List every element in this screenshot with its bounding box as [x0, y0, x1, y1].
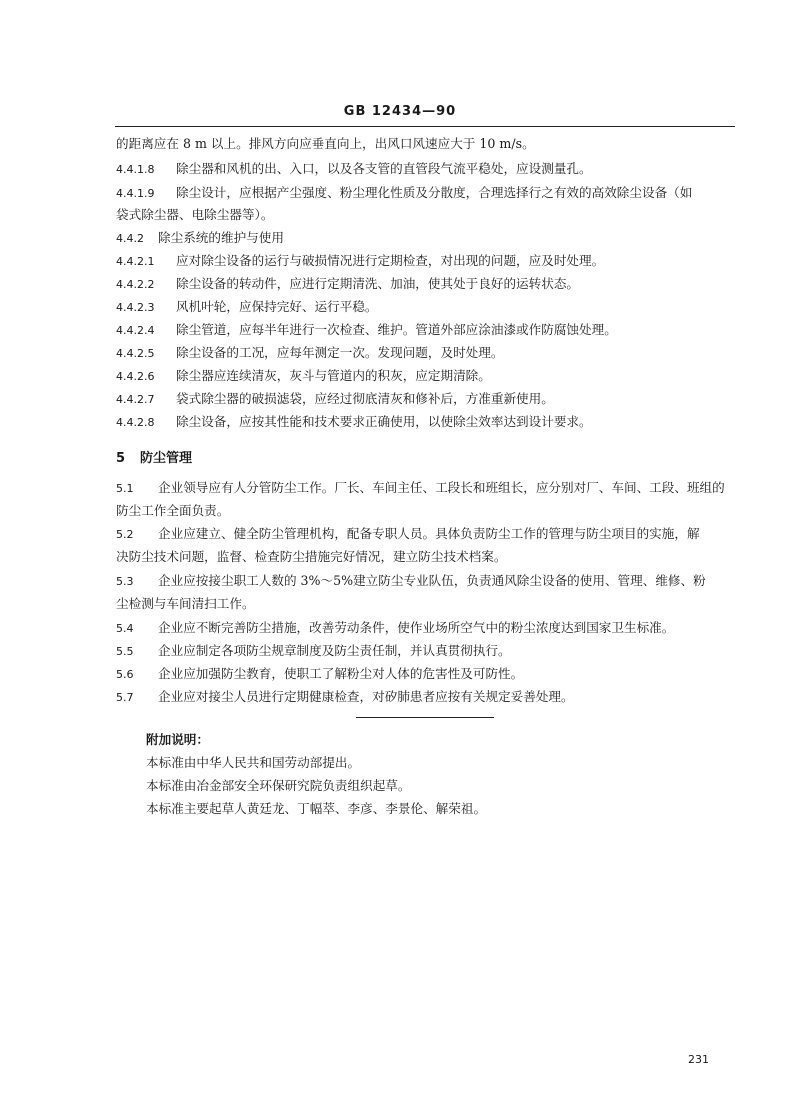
clause-5-1-cont — [116, 503, 229, 519]
clause-4-4-2-8 — [116, 414, 592, 431]
clause-number: 4.4.2.6 — [116, 370, 155, 383]
section-title-text: 防尘管理 — [140, 451, 193, 466]
clause-number: 5.7 — [116, 691, 134, 704]
clause-text: 除尘管道，应每半年进行一次检查、维护。管道外部应涂油漆或作防腐蚀处理。 — [176, 322, 617, 337]
section-number: 5 — [116, 451, 126, 466]
clause-5-2-cont — [116, 549, 506, 565]
clause-4-4-2-2 — [116, 276, 579, 293]
section-divider — [356, 717, 494, 718]
standard-code-header: GB 12434—90 — [343, 104, 457, 119]
clause-number: 4.4.2.5 — [116, 347, 155, 360]
clause-text: 除尘器应连续清灰，灰斗与管道内的积灰，应定期清除。 — [176, 368, 491, 383]
clause-number: 4.4.2.4 — [116, 324, 155, 337]
clause-4-4-2-5 — [116, 345, 503, 362]
clause-text: 除尘设备的工况，应每年测定一次。发现问题，及时处理。 — [176, 345, 504, 360]
clause-5-1 — [116, 480, 725, 497]
clause-number: 4.4.2.8 — [116, 416, 155, 429]
notes-line: 本标准由冶金部安全环保研究院负责组织起草。 — [146, 778, 411, 793]
clause-5-5 — [116, 643, 511, 660]
line-text: 的距离应在 8 m 以上。排风方向应垂直向上，出风口风速应大于 10 m/s。 — [116, 136, 535, 151]
clause-5-6 — [116, 666, 523, 683]
clause-text: 企业应对接尘人员进行定期健康检查，对矽肺患者应按有关规定妥善处理。 — [158, 689, 574, 704]
paragraph-line — [116, 207, 273, 223]
clause-4-4-1-9 — [116, 185, 692, 202]
clause-number: 5.6 — [116, 668, 134, 681]
section-5-title — [116, 447, 192, 466]
clause-number: 4.4.1.8 — [116, 163, 155, 176]
clause-5-4 — [116, 620, 674, 637]
clause-text: 企业应制定各项防尘规章制度及防尘责任制，并认真贯彻执行。 — [158, 643, 511, 658]
clause-text: 尘检测与车间清扫工作。 — [116, 596, 255, 611]
clause-5-3-cont — [116, 596, 255, 612]
notes-line: 本标准由中华人民共和国劳动部提出。 — [146, 755, 361, 770]
clause-text: 企业应按接尘职工人数的 3%～5%建立防尘专业队伍，负责通风除尘设备的使用、管理、维修、粉 — [158, 573, 706, 588]
clause-5-2 — [116, 526, 700, 543]
clause-text: 除尘设备的转动件，应进行定期清洗、加油，使其处于良好的运转状态。 — [176, 276, 579, 291]
clause-text: 袋式除尘器的破损滤袋，应经过彻底清灰和修补后，方准重新使用。 — [176, 391, 554, 406]
clause-text: 除尘系统的维护与使用 — [158, 230, 284, 245]
clause-text: 风机叶轮，应保持完好、运行平稳。 — [176, 299, 378, 314]
notes-title: 附加说明： — [146, 732, 209, 747]
clause-text: 企业应建立、健全防尘管理机构，配备专职人员。具体负责防尘工作的管理与防尘项目的实施，解 — [158, 526, 700, 541]
clause-4-4-2-7 — [116, 391, 554, 408]
clause-text: 决防尘技术问题，监督、检查防尘措施完好情况，建立防尘技术档案。 — [116, 549, 507, 564]
clause-5-3 — [116, 573, 706, 590]
clause-text: 企业应加强防尘教育，使职工了解粉尘对人体的危害性及可防性。 — [158, 666, 524, 681]
clause-4-4-2-4 — [116, 322, 617, 339]
clause-number: 4.4.2.1 — [116, 255, 155, 268]
clause-4-4-2-3 — [116, 299, 378, 316]
clause-text: 除尘设备，应按其性能和技术要求正确使用，以使除尘效率达到设计要求。 — [176, 414, 592, 429]
clause-number: 5.2 — [116, 528, 134, 541]
clause-4-4-2 — [116, 230, 284, 247]
clause-number: 4.4.2.3 — [116, 301, 155, 314]
clause-text: 企业应不断完善防尘措施，改善劳动条件，使作业场所空气中的粉尘浓度达到国家卫生标准。 — [158, 620, 675, 635]
clause-number: 4.4.2.2 — [116, 278, 155, 291]
clause-number: 5.3 — [116, 575, 134, 588]
clause-text: 除尘器和风机的出、入口，以及各支管的直管段气流平稳处，应设测量孔。 — [176, 161, 592, 176]
clause-number: 4.4.2.7 — [116, 393, 155, 406]
line-text: 袋式除尘器、电除尘器等）。 — [116, 207, 274, 222]
clause-text: 企业领导应有人分管防尘工作。厂长、车间主任、工段长和班组长，应分别对厂、车间、工段、班组的 — [158, 480, 725, 495]
page-number: 231 — [688, 1053, 709, 1066]
clause-4-4-2-6 — [116, 368, 491, 385]
clause-4-4-2-1 — [116, 253, 604, 270]
clause-5-7 — [116, 689, 574, 706]
clause-4-4-1-8 — [116, 161, 592, 178]
clause-number: 5.1 — [116, 482, 134, 495]
clause-number: 4.4.2 — [116, 232, 144, 245]
clause-number: 5.5 — [116, 645, 134, 658]
paragraph-line — [116, 136, 535, 152]
clause-text: 防尘工作全面负责。 — [116, 503, 230, 518]
clause-text: 应对除尘设备的运行与破损情况进行定期检查，对出现的问题，应及时处理。 — [176, 253, 605, 268]
clause-number: 4.4.1.9 — [116, 187, 155, 200]
clause-text: 除尘设计，应根据产尘强度、粉尘理化性质及分散度，合理选择行之有效的高效除尘设备（如 — [176, 185, 693, 200]
clause-number: 5.4 — [116, 622, 134, 635]
header-rule — [115, 126, 735, 127]
notes-line: 本标准主要起草人黄廷龙、丁幅萃、李彦、李景伦、解荣祖。 — [146, 801, 487, 816]
